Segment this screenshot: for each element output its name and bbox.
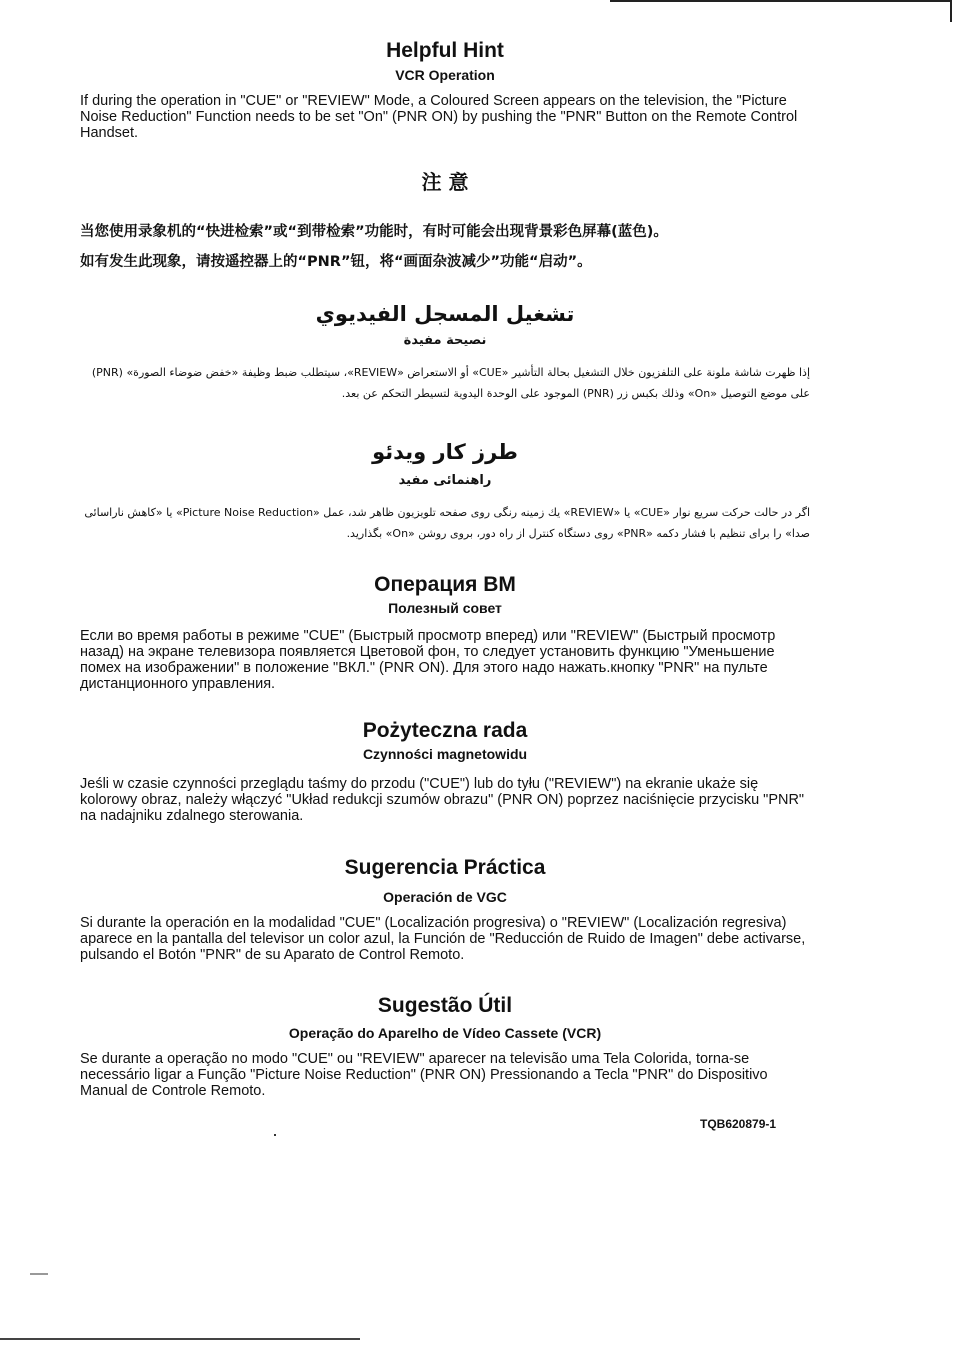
chinese-line-2: 如有发生此现象，请按遥控器上的“PNR”钮，将“画面杂波减少”功能“启动”。 [80,254,592,270]
english-title: Helpful Hint [386,39,504,62]
spanish-body: Si durante la operación en la modalidad "CUE" (Localización progresiva) o "REVIEW" (Localización regresiva) aparece en la pantalla del televisor un color azul, la Función de "Reducción de Ruido de Imagen" debe activarse, pulsando el Botón "PNR" de su Aparato de Control Remoto. [80,915,806,963]
section-spanish [80,855,810,963]
page-edge-bottom [0,1338,360,1340]
polish-title: Pożyteczna rada [362,719,528,742]
section-farsi [80,438,810,544]
portuguese-title: Sugestão Útil [377,994,513,1017]
portuguese-subtitle: Operação do Aparelho de Vídeo Cassete (VCR) [288,1025,602,1041]
farsi-body: اگر در حالت حركت سريع نوار «CUE» يا «REVIEW» يك زمينه رنگى روى صفحه تلويزيون ظاهر شد، عمل «Picture Noise Reduction» يا «كاهش ناراسائى صدا» را براى تنظيم با فشار دكمه «PNR» روى دستگاه كنترل از راه دور، بروى روشن «On» بگذاريد. [84,506,810,540]
page-edge-right [950,0,952,22]
section-polish [80,718,810,824]
arabic-title: تشغيل المسجل الفيديوي [315,302,575,326]
farsi-title: طرز كار ويدئو [372,440,518,464]
section-english [80,38,810,141]
spanish-title: Sugerencia Práctica [344,856,546,879]
spanish-subtitle: Operación de VGC [383,889,507,905]
polish-subtitle: Czynności magnetowidu [362,746,528,762]
portuguese-body: Se durante a operação no modo "CUE" ou "REVIEW" aparecer na televisão uma Tela Colorida, torna-se necessário ligar a Função "Picture Noise Reduction" (PNR ON) Pressionando a Tecla "PNR" do Dispositivo Manual de Controle Remoto. [80,1051,768,1099]
farsi-subtitle: راهنمائى مفيد [398,473,492,488]
polish-body: Jeśli w czasie czynności przeglądu taśmy do przodu ("CUE") lub do tyłu ("REVIEW") na ekranie ukaże się kolorowy obraz, należy włączyć "Układ redukcji szumów obrazu" (PNR ON) poprzez naciśnięcie przycisku "PNR" na nadajniku zdalnego sterowania. [80,776,805,824]
section-portuguese [80,993,810,1099]
arabic-subtitle: نصيحة مفيدة [403,333,487,348]
russian-title: Операция ВМ [374,573,516,596]
page-edge-top [610,0,950,2]
document-code: TQB620879-1 [700,1117,777,1131]
english-subtitle: VCR Operation [395,67,495,83]
section-russian [80,572,810,692]
russian-subtitle: Полезный совет [388,600,502,616]
chinese-line-1: 当您使用录象机的“快进检索”或“到带检索”功能时，有时可能会出现背景彩色屏幕(蓝色)。 [80,224,668,240]
scan-smudge [30,1273,48,1275]
section-arabic [80,300,810,404]
russian-body: Если во время работы в режиме "CUE" (Быстрый просмотр вперед) или "REVIEW" (Быстрый просмотр назад) на экране телевизора появляется Цветовой фон, то следует установить функцию "Уменьшение помех на изображении" в положение "ВКЛ." (PNR ON). Для этого надо нажать.кнопку "PNR" на пульте дистанционного управления. [80,628,776,692]
scan-dot [274,1134,276,1136]
english-body: If during the operation in "CUE" or "REVIEW" Mode, a Coloured Screen appears on the television, the "Picture Noise Reduction" Function needs to be set "On" (PNR ON) by pushing the "PNR" Button on the Remote Control Handset. [80,93,798,141]
arabic-body: إذا ظهرت شاشة ملونة على التلفزيون خلال التشغيل بحالة التأشير «CUE» أو الاستعراض «REVIEW»، سيتطلب ضبط وظيفة «خفض ضوضاء الصورة» (PNR) على موضع التوصيل «On» وذلك بكبس زر (PNR) الموجود على الوحدة اليدوية لتسيطر التحكم عن بعد. [91,366,810,400]
chinese-title: 注 意 [421,170,469,194]
section-chinese [80,170,810,272]
